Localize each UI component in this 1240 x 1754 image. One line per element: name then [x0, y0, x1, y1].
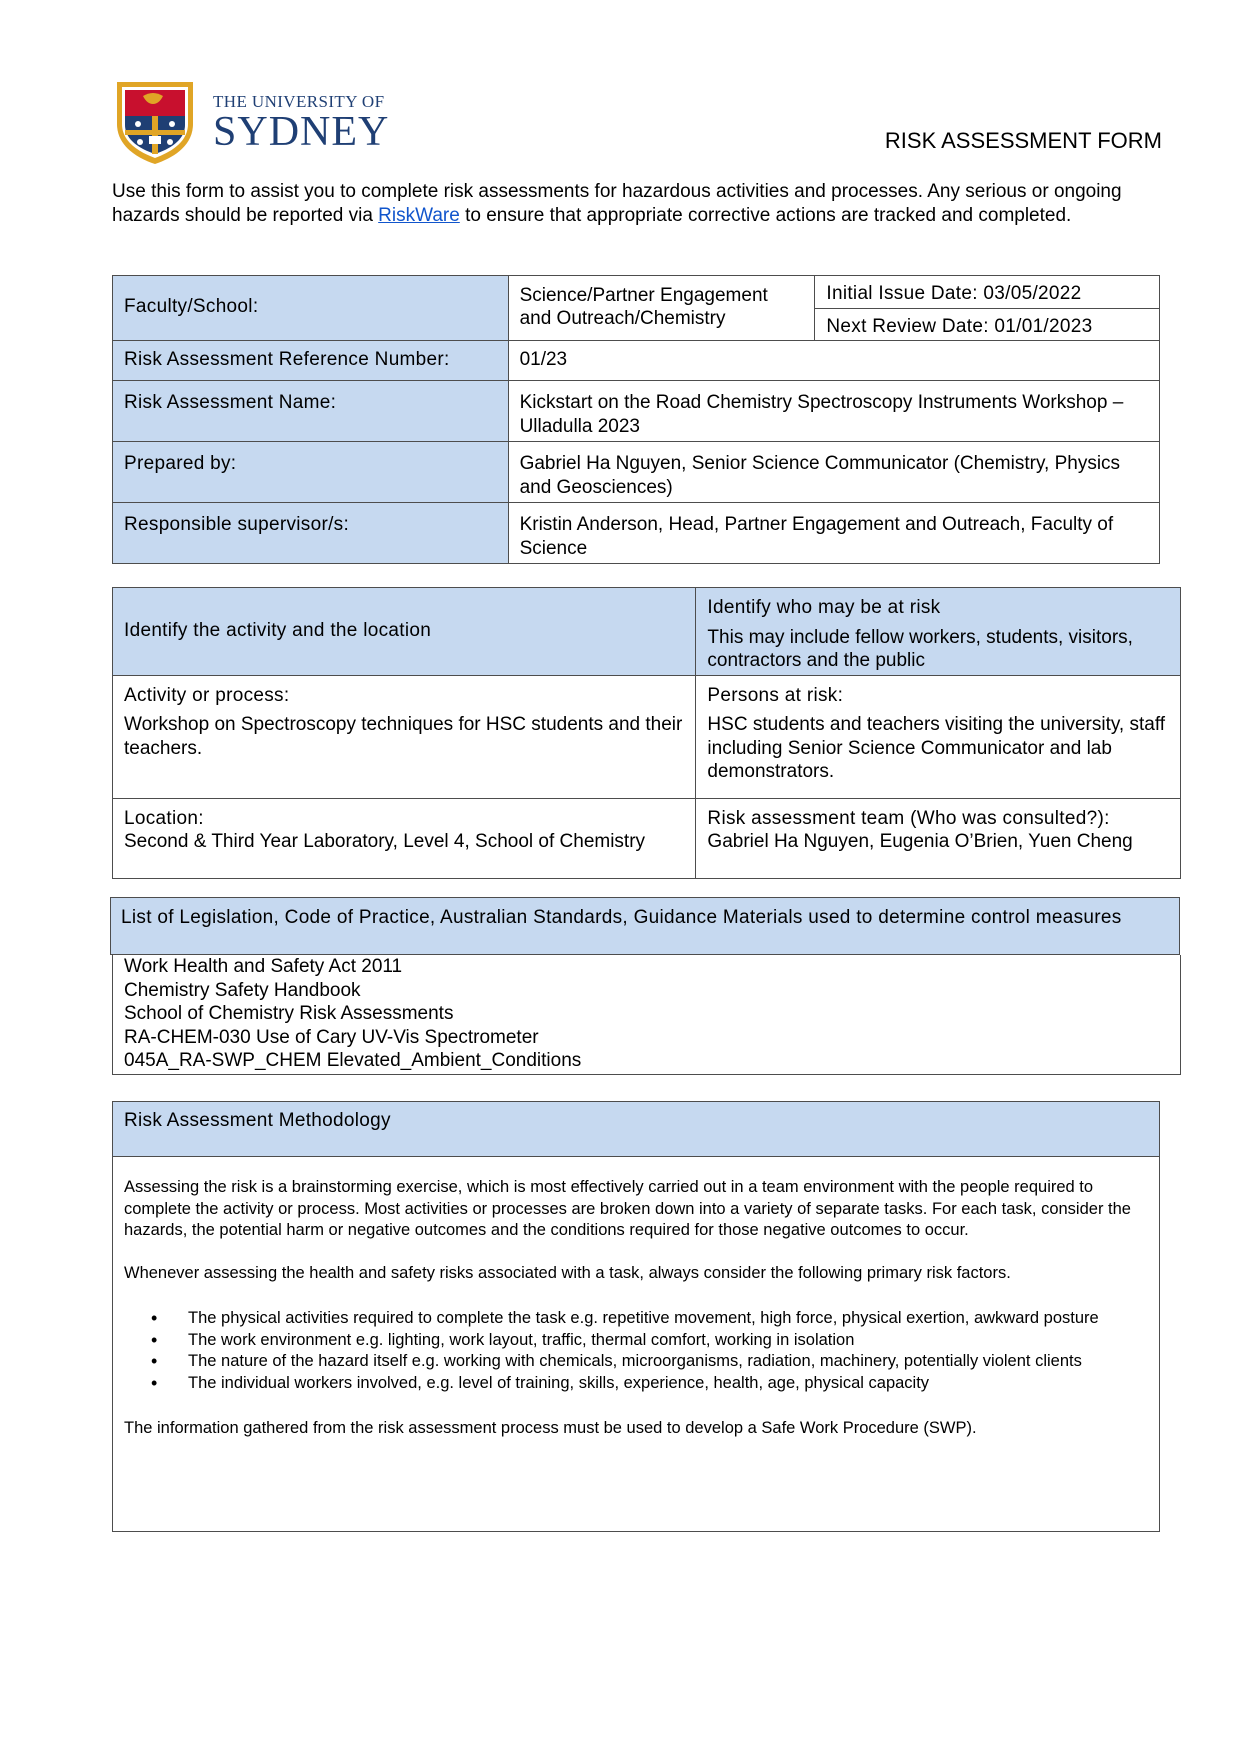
location-label: Location:: [124, 807, 204, 829]
legislation-header: List of Legislation, Code of Practice, Australian Standards, Guidance Materials used to determine control measures: [110, 897, 1180, 955]
intro-text-after: to ensure that appropriate corrective actions are tracked and completed.: [459, 204, 1072, 226]
assessment-name-label: Risk Assessment Name:: [113, 381, 509, 442]
location-cell: [113, 798, 696, 878]
risk-factor-item: • The nature of the hazard itself e.g. working with chemicals, microorganisms, radiation, machinery, potentially violent clients: [188, 1351, 1148, 1373]
next-review-date: Next Review Date: 01/01/2023: [815, 308, 1160, 341]
prepared-by-value: Gabriel Ha Nguyen, Senior Science Communicator (Chemistry, Physics and Geosciences): [508, 442, 1159, 503]
activity-value: Workshop on Spectroscopy techniques for HSC students and their teachers.: [124, 714, 683, 759]
methodology-body: [113, 1157, 1159, 1440]
who-at-risk-subtext: This may include fellow workers, students, visitors, contractors and the public: [707, 626, 1133, 671]
methodology-paragraph-1: Assessing the risk is a brainstorming exercise, which is most effectively carried out in a team environment with the people required to complete the activity or process. Most activities or processes are broken down into a variety of separate tasks. For each task, consider the hazards, the potential harm or negative outcomes and the conditions required for those negative outcomes to occur.: [124, 1178, 1131, 1239]
persons-label: Persons at risk:: [707, 684, 844, 706]
methodology-paragraph-3: The information gathered from the risk assessment process must be used to develop a Safe Work Procedure (SWP).: [124, 1419, 977, 1437]
who-at-risk-header: Identify who may be at risk: [707, 597, 941, 618]
intro-text-before: Use this form to assist you to complete risk assessments for hazardous activities and processes. Any serious or ongoing hazards should be reported via: [112, 181, 1122, 226]
wordmark-line1: THE UNIVERSITY OF: [213, 92, 385, 111]
legislation-item: Chemistry Safety Handbook: [124, 979, 361, 1001]
risk-factor-item: • The individual workers involved, e.g. level of training, skills, experience, health, age, physical capacity: [188, 1373, 1148, 1395]
team-label: Risk assessment team (Who was consulted?):: [707, 807, 1110, 829]
supervisor-value: Kristin Anderson, Head, Partner Engagement and Outreach, Faculty of Science: [508, 503, 1159, 564]
faculty-value: Science/Partner Engagement and Outreach/Chemistry: [508, 276, 815, 341]
persons-cell: [696, 675, 1181, 798]
legislation-item: Work Health and Safety Act 2011: [124, 956, 403, 977]
legislation-item: RA-CHEM-030 Use of Cary UV-Vis Spectrometer: [124, 1026, 539, 1048]
methodology-box: [112, 1101, 1160, 1532]
persons-value: HSC students and teachers visiting the university, staff including Senior Science Communicator and lab demonstrators.: [707, 714, 1166, 782]
location-value: Second & Third Year Laboratory, Level 4, School of Chemistry: [124, 831, 646, 852]
university-crest-icon: [113, 78, 197, 166]
faculty-label: Faculty/School:: [113, 276, 509, 341]
initial-issue-date: Initial Issue Date: 03/05/2022: [815, 276, 1160, 309]
riskware-link[interactable]: RiskWare: [378, 204, 460, 226]
reference-number-label: Risk Assessment Reference Number:: [113, 341, 509, 381]
activity-location-header: Identify the activity and the location: [113, 588, 696, 676]
team-cell: [696, 798, 1181, 878]
activity-cell: [113, 675, 696, 798]
legislation-item: School of Chemistry Risk Assessments: [124, 1003, 454, 1024]
risk-factor-item: • The physical activities required to complete the task e.g. repetitive movement, high force, physical exertion, awkward posture: [188, 1308, 1148, 1330]
supervisor-label: Responsible supervisor/s:: [113, 503, 509, 564]
activity-label: Activity or process:: [124, 684, 290, 706]
details-table: [112, 275, 1160, 564]
legislation-item: 045A_RA-SWP_CHEM Elevated_Ambient_Conditions: [124, 1050, 582, 1071]
who-at-risk-header-cell: [696, 588, 1181, 676]
intro-paragraph: [112, 180, 1152, 227]
reference-number-value: 01/23: [508, 341, 1159, 381]
legislation-list: [112, 955, 1181, 1075]
team-value: Gabriel Ha Nguyen, Eugenia O’Brien, Yuen Cheng: [707, 831, 1133, 852]
prepared-by-label: Prepared by:: [113, 442, 509, 503]
methodology-paragraph-2: Whenever assessing the health and safety risks associated with a task, always consider the following primary risk factors.: [124, 1263, 1011, 1282]
wordmark-line2: SYDNEY: [213, 109, 390, 155]
assessment-name-value: Kickstart on the Road Chemistry Spectroscopy Instruments Workshop – Ulladulla 2023: [508, 381, 1159, 442]
risk-factor-list: [124, 1308, 1148, 1394]
activity-risk-table: [112, 587, 1181, 879]
methodology-header: Risk Assessment Methodology: [113, 1102, 1159, 1157]
risk-factor-item: • The work environment e.g. lighting, work layout, traffic, thermal comfort, working in isolation: [188, 1330, 1148, 1352]
university-wordmark: [213, 92, 390, 155]
form-title: RISK ASSESSMENT FORM: [884, 128, 1162, 153]
